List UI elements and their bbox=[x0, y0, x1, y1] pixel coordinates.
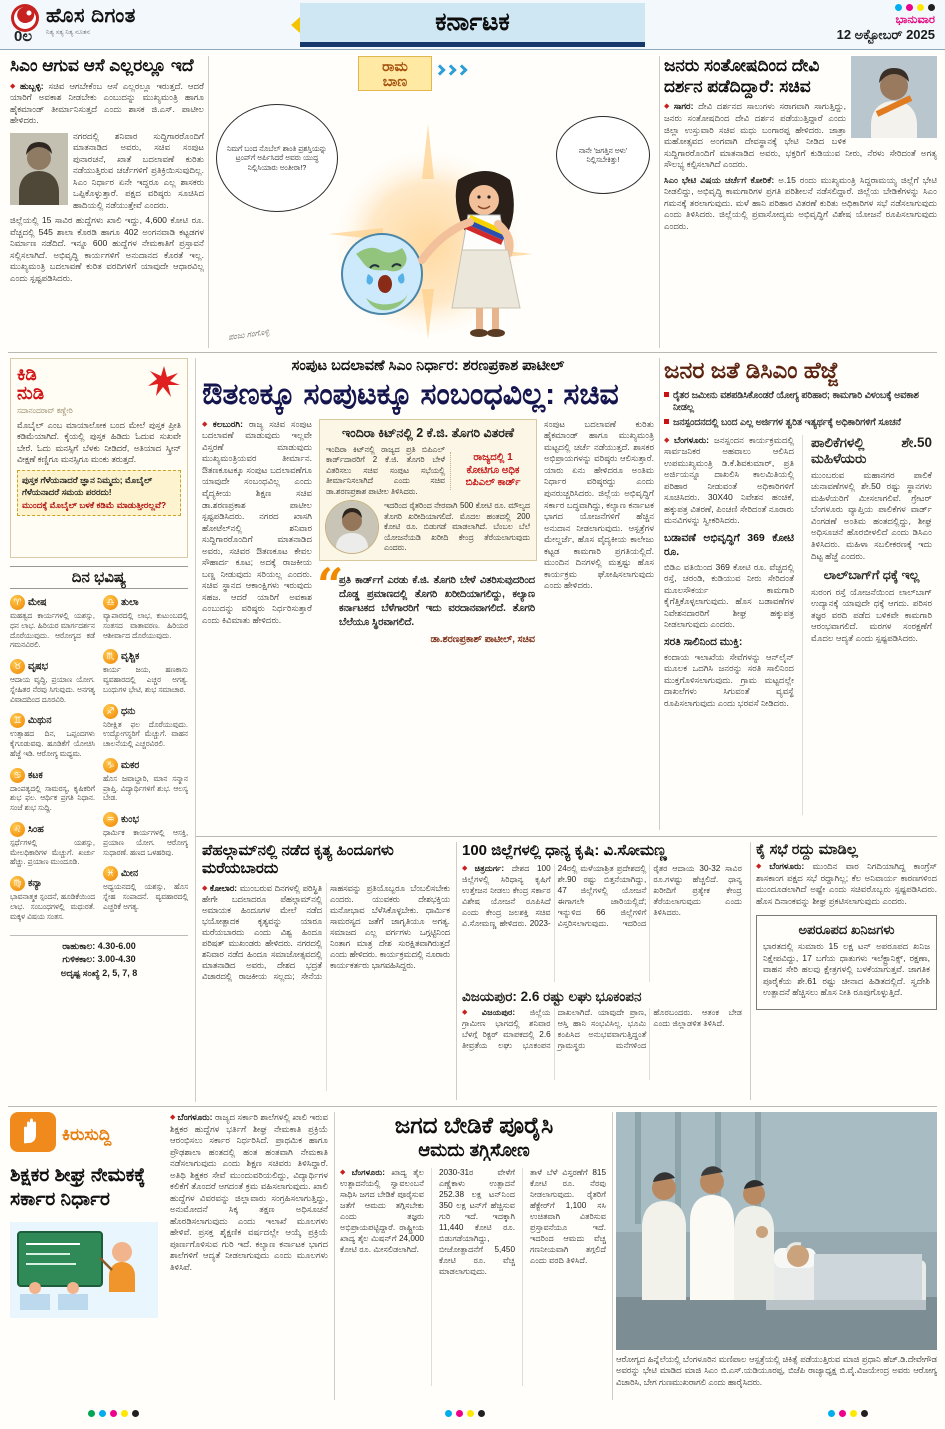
article-headline: ಜನರ ಜತೆ ಡಿಸಿಎಂ ಹೆಜ್ಜೆ bbox=[664, 358, 839, 383]
kidi-highlight: ಮುಂದಕ್ಕೆ ಮೊಬೈಲ್ ಬಳಕೆ ಕಡಿಮೆ ಮಾಡುತ್ತೀರಲ್ಲವೆ? bbox=[22, 499, 167, 510]
zodiac-item: ♍ ಕನ್ಯಾ ಭಾವನಾತ್ಮಕ ಸ್ಪಂದನೆ, ಹೂಡಿಕೆಯಿಂದ ಲಾಭ. ಸಂಬಂಧಗಳಲ್ಲಿ ಮಧುರತೆ. ಮಕ್ಕಳ ವಿಷಯ ಸಂತಸ. bbox=[10, 878, 95, 921]
article-headline: ಜಗದ ಬೇಡಿಕೆ ಪೂರೈಸಿ bbox=[394, 1112, 554, 1138]
zodiac-icon: ♐ bbox=[103, 704, 118, 719]
cartoon-title: ರಾಮ ಬಾಣ bbox=[358, 56, 432, 91]
dateline: ಸಾಗರ: bbox=[673, 101, 694, 112]
divider bbox=[195, 358, 196, 1102]
article-kicker: ಸಂಪುಟ ಬದಲಾವಣೆ ಸಿಎಂ ನಿರ್ಧಾರ: ಶರಣಪ್ರಕಾಶ ಪಾಟೀಲ್ bbox=[291, 358, 565, 374]
print-registration-dots bbox=[837, 4, 935, 11]
article-paragraph: ಸುರಂಗ ರಸ್ತೆ ಯೋಜನೆಯಿಂದ ಲಾಲ್‌ಬಾಗ್ ಉದ್ಯಾನಕ್ಕೆ ಯಾವುದೇ ಧಕ್ಕೆ ಆಗದು. ಪರಿಸರ ತಜ್ಞರ ವರದಿ ಪಡೆದ ಬಳಿಕವೇ ಕಾಮಗಾರಿ ಆರಂಭವಾಗಲಿದೆ. ಮರಗಳ ಸಂರಕ್ಷಣೆಗೆ ಮೊದಲ ಆದ್ಯತೆ ಎಂದು ಸ್ಪಷ್ಟಪಡಿಸಿದರು. bbox=[811, 586, 932, 643]
bullet-icon: ◆ bbox=[756, 863, 768, 870]
section-notch-icon bbox=[291, 17, 300, 33]
pull-quote bbox=[317, 557, 537, 647]
kiru-suddi-section bbox=[10, 1112, 328, 1402]
bullet-icon: ◆ bbox=[462, 1009, 480, 1017]
article-congress-meeting bbox=[756, 842, 937, 1100]
newspaper-tagline: ನಿತ್ಯ ಸತ್ಯ ನಿತ್ಯ ನೂತನ bbox=[46, 28, 90, 36]
bullet-icon: ◆ bbox=[202, 884, 208, 892]
bullet-icon: ◆ bbox=[664, 103, 672, 111]
box-paragraph: ಭಾರತದಲ್ಲಿ ಸುಮಾರು 15 ಲಕ್ಷ ಟನ್ ಅಪರೂಪದ ಖನಿಜ ನಿಕ್ಷೇಪವಿದ್ದು, 17 ಬಗೆಯ ಧಾತುಗಳು ಇಲೆಕ್ಟ್ರಾನಿಕ್ಸ್, ರಕ್ಷಣಾ, ವಾಹನ ಸೇರಿ ಹಲವು ಕ್ಷೇತ್ರಗಳಲ್ಲಿ ಬಳಕೆಯಾಗುತ್ತವೆ. ಜಾಗತಿಕ ಪೂರೈಕೆಯ ಶೇ.61 ರಷ್ಟು ಚೀನಾದ ಹಿಡಿತದಲ್ಲಿದೆ. ಸ್ವದೇಶಿ ಉತ್ಪಾದನೆ ಹೆಚ್ಚಿಸಲು ಹೊಸ ನೀತಿ ರೂಪುಗೊಳ್ಳುತ್ತಿದೆ. bbox=[763, 941, 930, 998]
article-paragraph: ರಾಜ್ಯ ಸಚಿವ ಸಂಪುಟ ಬದಲಾವಣೆ ಮಾಡುವುದು ಇಲ್ಲವೇ ವಿಸ್ತರಣೆ ಮಾಡುವುದು ಮುಖ್ಯಮಂತ್ರಿಯವರ ತೀರ್ಮಾನ. ಔತಣಕೂಟಕ್ಕೂ ಸಂಪುಟ ಬದಲಾವಣೆಗೂ ಯಾವುದೇ ಸಂಬಂಧವಿಲ್ಲ ಎಂದು ವೈದ್ಯಕೀಯ ಶಿಕ್ಷಣ ಸಚಿವ ಡಾ.ಶರಣಪ್ರಕಾಶ ಪಾಟೀಲ ಸ್ಪಷ್ಟಪಡಿಸಿದರು. ನಗರದ ಖಾಸಗಿ ಹೋಟೆಲ್‌ನಲ್ಲಿ ಶನಿವಾರ ಸುದ್ದಿಗಾರರೊಂದಿಗೆ ಮಾತನಾಡಿದ ಅವರು, ಸಚಿವರ ಔತಣಕೂಟ ಕೇವಲ ಸೌಹಾರ್ದ ಕೂಟ; ಅದಕ್ಕೆ ರಾಜಕೀಯ ಬಣ್ಣ ನೀಡುವುದು ಸರಿಯಲ್ಲ ಎಂದರು. ಸಚಿವ ಸ್ಥಾನದ ಆಕಾಂಕ್ಷಿಗಳು ಇರುವುದು ಸಹಜ. ಆದರೆ ಯಾರಿಗೆ ಅವಕಾಶ ಎಂಬುದನ್ನು ವರಿಷ್ಠರು ನಿರ್ಧರಿಸುತ್ತಾರೆ ಎಂದು ಕಿವಿಮಾತು ಹೇಳಿದರು. bbox=[202, 418, 313, 625]
article-paragraph: ದೇಶದ 100 ಜಿಲ್ಲೆಗಳಲ್ಲಿ ಸಿರಿಧಾನ್ಯ ಕೃಷಿಗೆ ಉತ್ತೇಜನ ನೀಡಲು ಕೇಂದ್ರ ಸರ್ಕಾರ ವಿಶೇಷ ಯೋಜನೆ ರೂಪಿಸಿದೆ ಎಂದು ಕೇಂದ್ರ ಜಲಶಕ್ತಿ ಸಚಿವ ವಿ.ಸೋಮಣ್ಣ ಹೇಳಿದರು. 2023-24ರಲ್ಲಿ ಮಳೆಯಾಶ್ರಿತ ಪ್ರದೇಶದಲ್ಲಿ ಶೇ.90 ರಷ್ಟು ಬಿತ್ತನೆಯಾಗಿದ್ದು, 47 ಜಿಲ್ಲೆಗಳಲ್ಲಿ ಯೋಜನೆ ಈಗಾಗಲೇ ಜಾರಿಯಲ್ಲಿದೆ; ಇನ್ನುಳಿದ 66 ಜಿಲ್ಲೆಗಳಿಗೆ ವಿಸ್ತರಿಸಲಾಗುವುದು. ಇದರಿಂದ ರೈತರ ಆದಾಯ 30-32 ಸಾವಿರ ರೂ.ಗಳಷ್ಟು ಹೆಚ್ಚಲಿದೆ. ಧಾನ್ಯ ಖರೀದಿಗೆ ಪ್ರತ್ಯೇಕ ಕೇಂದ್ರ ತೆರೆಯಲಾಗುವುದು ಎಂದು ತಿಳಿಸಿದರು. bbox=[462, 864, 742, 929]
zodiac-item: ♓ ಮೀನ ಅಧ್ಯಯನದಲ್ಲಿ ಯಶಸ್ಸು, ಹೊಸ ಸ್ನೇಹ ಸಂಪಾದನೆ. ವ್ಯವಹಾರದಲ್ಲಿ ಎಚ್ಚರಿಕೆ ಅಗತ್ಯ. bbox=[103, 868, 188, 912]
article-subheadline: ಆಮದು ತಗ್ಗಿಸೋಣ bbox=[418, 1140, 530, 1160]
zodiac-item: ♊ ಮಿಥುನ ಉತ್ಸಾಹದ ದಿನ, ಒಪ್ಪಂದಗಳು ಕೈಗೂಡುವವು. ಹೂಡಿಕೆಗೆ ಯೋಚಿಸಿ ಹೆಜ್ಜೆ ಇಡಿ. ಆರೋಗ್ಯ ಮಧ್ಯಮ. bbox=[10, 715, 95, 758]
article-dcm bbox=[664, 358, 937, 830]
zodiac-item: ♈ ಮೇಷ ಮಹತ್ವದ ಕಾರ್ಯಗಳಲ್ಲಿ ಯಶಸ್ಸು, ಧನ ಲಾಭ. ಹಿರಿಯರ ಮಾರ್ಗದರ್ಶನ ದೊರೆಯುವುದು. ಆರೋಗ್ಯದ ಕಡೆ ಗಮನವಿರಲಿ. bbox=[10, 597, 95, 650]
box-title: ಇಂದಿರಾ ಕಿಟ್‌ನಲ್ಲಿ 2 ಕೆ.ಜಿ. ತೊಗರಿ ವಿತರಣೆ bbox=[342, 425, 514, 440]
zodiac-item: ♋ ಕಟಕ ದಾಂಪತ್ಯದಲ್ಲಿ ಸಾಮರಸ್ಯ, ಕೃಷಿಕರಿಗೆ ಶುಭ ಫಲ. ಆರ್ಥಿಕ ಪ್ರಗತಿ ನಿಧಾನ. ಸಂಜೆ ಶುಭ ಸುದ್ದಿ. bbox=[10, 769, 95, 813]
zodiac-item: ♌ ಸಿಂಹ ಸ್ಪರ್ಧೆಗಳಲ್ಲಿ ಯಶಸ್ಸು, ಮೇಲಧಿಕಾರಿಗಳ ಮೆಚ್ಚುಗೆ. ಖರ್ಚು ಹೆಚ್ಚು. ಪ್ರಯಾಣ ಮುಂದೂಡಿ. bbox=[10, 823, 95, 867]
article-cabinet-main bbox=[202, 358, 654, 830]
article-pahalgam bbox=[202, 842, 450, 1100]
zodiac-item: ♉ ವೃಷಭ ಆದಾಯ ವೃದ್ಧಿ, ಪ್ರಯಾಣ ಯೋಗ. ಸ್ನೇಹಿತರ ನೆರವು ಸಿಗುವುದು. ಅನಗತ್ಯ ವಿವಾದದಿಂದ ದೂರವಿರಿ. bbox=[10, 661, 95, 704]
article-paragraph: ರಾಜ್ಯದ ಸರ್ಕಾರಿ ಶಾಲೆಗಳಲ್ಲಿ ಖಾಲಿ ಇರುವ ಶಿಕ್ಷಕರ ಹುದ್ದೆಗಳ ಭರ್ತಿಗೆ ಶೀಘ್ರ ನೇಮಕಾತಿ ಪ್ರಕ್ರಿಯೆ ಆರಂಭಿಸಲು ಸರ್ಕಾರ ನಿರ್ಧರಿಸಿದೆ. ಪ್ರಾಥಮಿಕ ಹಾಗೂ ಪ್ರೌಢಶಾಲಾ ಹಂತದಲ್ಲಿ ಹಂತ ಹಂತವಾಗಿ ನೇಮಕಾತಿ ನಡೆಸಲಾಗುವುದು ಎಂದು ಶಿಕ್ಷಣ ಸಚಿವರು ತಿಳಿಸಿದ್ದಾರೆ. ಅತಿಥಿ ಶಿಕ್ಷಕರ ಸೇವೆ ಮುಂದುವರಿಯಲಿದ್ದು, ವಿದ್ಯಾರ್ಥಿಗಳ ಕಲಿಕೆಗೆ ತೊಂದರೆ ಆಗದಂತೆ ಕ್ರಮ ವಹಿಸಲಾಗುವುದು. ಖಾಲಿ ಹುದ್ದೆಗಳ ವಿವರವನ್ನು ಜಿಲ್ಲಾವಾರು ಸಂಗ್ರಹಿಸಲಾಗುತ್ತಿದ್ದು, ಅನುಮೋದನೆ ಸಿಕ್ಕ ತಕ್ಷಣ ಅಧಿಸೂಚನೆ ಹೊರಡಿಸಲಾಗುವುದು ಎಂದು ಇಲಾಖೆ ಮೂಲಗಳು ಹೇಳಿವೆ. ಪ್ರಸಕ್ತ ಶೈಕ್ಷಣಿಕ ವರ್ಷದಲ್ಲೇ ಆಯ್ಕೆ ಪ್ರಕ್ರಿಯೆ ಪೂರ್ಣಗೊಳಿಸುವ ಗುರಿ ಇದೆ. ಕಲ್ಯಾಣ ಕರ್ನಾಟಕ ಭಾಗದ ಶಾಲೆಗಳಿಗೆ ಆದ್ಯತೆ ನೀಡಲಾಗುವುದು ಎಂದು ಮೂಲಗಳು ತಿಳಿಸಿವೆ. bbox=[170, 1112, 328, 1272]
bullet-icon: ◆ bbox=[664, 436, 673, 444]
dateline: ಬೆಂಗಳೂರು: bbox=[674, 434, 709, 445]
article-subhead: ಸಿಎಂ ಭೇಟಿ ವಿಷಯ ಚರ್ಚೆಗೆ ಕೋರಿಕೆ: bbox=[664, 174, 775, 185]
article-edible-oil bbox=[340, 1112, 608, 1402]
article-paragraph: ಜಿಲ್ಲೆಯ ಗ್ರಾಮೀಣ ಭಾಗದಲ್ಲಿ ಶನಿವಾರ ಬೆಳಗ್ಗೆ ರಿಕ್ಟರ್ ಮಾಪಕದಲ್ಲಿ 2.6 ತೀವ್ರತೆಯ ಲಘು ಭೂಕಂಪನ ದಾಖಲಾಗಿದೆ. ಯಾವುದೇ ಪ್ರಾಣ, ಆಸ್ತಿ ಹಾನಿ ಸಂಭವಿಸಿಲ್ಲ. ಭೂಮಿ ಕಂಪಿಸಿದ ಅನುಭವವಾಗುತ್ತಿದ್ದಂತೆ ಗ್ರಾಮಸ್ಥರು ಮನೆಗಳಿಂದ ಹೊರಬಂದರು. ಆತಂಕ ಬೇಡ ಎಂದು ಜಿಲ್ಲಾಡಳಿತ ತಿಳಿಸಿದೆ. bbox=[462, 1008, 742, 1051]
article-grain-farming bbox=[462, 842, 742, 1100]
dateline: ವಿಜಯಪುರ: bbox=[481, 1008, 516, 1018]
dateline: ಬೆಂಗಳೂರು: bbox=[769, 861, 805, 871]
gulika-kala: ಗುಳಿಕಕಾಲ: 3.00-4.30 bbox=[62, 954, 136, 965]
hand-icon bbox=[10, 1112, 56, 1157]
article-devi-darshana bbox=[664, 56, 937, 348]
article-headline: ಸಿಎಂ ಆಗುವ ಆಸೆ ಎಲ್ಲರಲ್ಲೂ ಇದೆ bbox=[10, 56, 194, 75]
teacher-illustration bbox=[10, 1222, 158, 1318]
bullet-text: ರೈತರ ಜಮೀನು ವಶಪಡಿಸಿಕೊಂಡರೆ ಯೋಗ್ಯ ಪರಿಹಾರ; ಕಾಮಗಾರಿ ವಿಳಂಬಕ್ಕೆ ಅವಕಾಶ ನೀಡಲ್ಲ bbox=[673, 390, 919, 413]
kidi-title: ನುಡಿ bbox=[17, 382, 45, 403]
divider bbox=[208, 56, 209, 348]
divider bbox=[196, 836, 937, 837]
article-paragraph: ಬಿಡಿಎ ವತಿಯಿಂದ 369 ಕೋಟಿ ರೂ. ವೆಚ್ಚದಲ್ಲಿ ರಸ್ತೆ, ಚರಂಡಿ, ಕುಡಿಯುವ ನೀರು ಸೇರಿದಂತೆ ಮೂಲಸೌಕರ್ಯ ಕಾಮಗಾರಿ ಕೈಗೆತ್ತಿಕೊಳ್ಳಲಾಗುವುದು. ಹೊಸ ಬಡಾವಣೆಗಳ ನಿವೇಶನದಾರರಿಗೆ ಶೀಘ್ರ ಹಕ್ಕುಪತ್ರ ನೀಡಲಾಗುವುದು ಎಂದರು. bbox=[664, 561, 794, 630]
kidi-author: ಸದಾನಂದರಾವ್ ಕಣ್ಣೇರಿ bbox=[17, 406, 73, 415]
zodiac-icon: ♑ bbox=[103, 758, 118, 773]
article-subhead: ಸರತಿ ಸಾಲಿನಿಂದ ಮುಕ್ತಿ: bbox=[664, 635, 743, 648]
print-registration-dots bbox=[445, 1410, 485, 1417]
article-subhead: ಬಡಾವಣೆ ಅಭಿವೃದ್ಧಿಗೆ 369 ಕೋಟಿ ರೂ. bbox=[664, 531, 794, 558]
speech-bubble: ನಾನೇ 'ಜಗತ್ತಿನ ಅಳು' ನಿಲ್ಲಿಸಬೇಕಿತ್ತು! bbox=[556, 116, 650, 194]
dateline: ಬೆಂಗಳೂರು: bbox=[177, 1112, 213, 1122]
bullet-icon: ◆ bbox=[10, 82, 18, 90]
divider bbox=[659, 56, 660, 348]
dateline: ಕೋಲಾರ: bbox=[209, 882, 238, 893]
article-headline: ಜನರು ಸಂತೋಷದಿಂದ ದೇವಿ ದರ್ಶನ ಪಡೆದಿದ್ದಾರೆ: ಸಚಿವ bbox=[664, 56, 820, 96]
cartoonist-signature: ಪಂಜು ಗಂಗೊಳ್ಳಿ bbox=[227, 327, 270, 342]
article-headline: ಕೈ ಸಭೆ ರದ್ದು ಮಾಡಿಲ್ಲ bbox=[756, 842, 858, 858]
zodiac-item: ♒ ಕುಂಭ ಧಾರ್ಮಿಕ ಕಾರ್ಯಗಳಲ್ಲಿ ಆಸಕ್ತಿ, ಪ್ರಯಾಣ ಯೋಗ. ಆರೋಗ್ಯ ಸುಧಾರಣೆ. ಹಣದ ಒಳಹರಿವು. bbox=[103, 814, 188, 857]
minister-photo bbox=[851, 56, 937, 138]
highlight-bullets bbox=[664, 389, 937, 428]
article-subhead: ಲಾಲ್‌ಬಾಗ್‌ಗೆ ಧಕ್ಕೆ ಇಲ್ಲ bbox=[823, 568, 920, 583]
article-headline: 100 ಜಿಲ್ಲೆಗಳಲ್ಲಿ ಧಾನ್ಯ ಕೃಷಿ: ವಿ.ಸೋಮಣ್ಣ bbox=[462, 842, 667, 859]
article-paragraph: ಮುಂಬರುವ ದಿನಗಳಲ್ಲಿ ಪರಿಸ್ಥಿತಿ ಹೇಗೇ ಬದಲಾದರೂ ಪೆಹಲ್ಗಾಮ್‌ನಲ್ಲಿ ಅಮಾಯಕ ಹಿಂದೂಗಳ ಮೇಲೆ ನಡೆದ ಭಯೋತ್ಪಾದಕ ಕೃತ್ಯವನ್ನು ಯಾರೂ ಮರೆಯಬಾರದು ಎಂದು ವಿಶ್ವ ಹಿಂದೂ ಪರಿಷತ್ ಮುಖಂಡರು ಹೇಳಿದರು. ನಗರದಲ್ಲಿ ಶನಿವಾರ ನಡೆದ ಹಿಂದೂ ಸಮಾಜೋತ್ಸವದಲ್ಲಿ ಮಾತನಾಡಿದ ಅವರು, ದೇಶದ ಭದ್ರತೆ ವಿಚಾರದಲ್ಲಿ ರಾಜಕೀಯ ಸಲ್ಲದು; ಸೇನೆಯ ಸಾಹಸವನ್ನು ಪ್ರತಿಯೊಬ್ಬರೂ ಬೆಂಬಲಿಸಬೇಕು ಎಂದರು. ಯುವಕರು ದೇಶಭಕ್ತಿಯ ಮನೋಭಾವ ಬೆಳೆಸಿಕೊಳ್ಳಬೇಕು. ಧಾರ್ಮಿಕ ಸಾಮರಸ್ಯದ ಜತೆಗೆ ಜಾಗೃತಿಯೂ ಅಗತ್ಯ. ಸಮಾಜದ ಎಲ್ಲ ವರ್ಗಗಳು ಒಗ್ಗಟ್ಟಿನಿಂದ ನಿಂತಾಗ ಮಾತ್ರ ದೇಶ ಸುರಕ್ಷಿತವಾಗಿರುತ್ತದೆ ಎಂದು ಹೇಳಿದರು. ಕಾರ್ಯಕ್ರಮದಲ್ಲಿ ನೂರಾರು ಕಾರ್ಯಕರ್ತರು ಭಾಗವಹಿಸಿದ್ದರು. bbox=[202, 882, 450, 982]
divider bbox=[659, 358, 660, 830]
bullet-icon: ◆ bbox=[202, 420, 211, 428]
article-paragraph: ಖಾದ್ಯ ತೈಲ ಉತ್ಪಾದನೆಯಲ್ಲಿ ಸ್ವಾವಲಂಬನೆ ಸಾಧಿಸಿ ಜಗದ ಬೇಡಿಕೆ ಪೂರೈಸುವ ಜತೆಗೆ ಆಮದು ತಗ್ಗಿಸಬೇಕು ಎಂದು ತಜ್ಞರು ಅಭಿಪ್ರಾಯಪಟ್ಟಿದ್ದಾರೆ. ರಾಷ್ಟ್ರೀಯ ಖಾದ್ಯ ತೈಲ ಮಿಷನ್‌ಗೆ 24,000 ಕೋಟಿ ರೂ. ಮೀಸಲಿಡಲಾಗಿದೆ. bbox=[340, 1168, 425, 1254]
starburst-icon bbox=[147, 365, 181, 404]
article-headline: ಶಿಕ್ಷಕರ ಶೀಘ್ರ ನೇಮಕಕ್ಕೆ ಸರ್ಕಾರ ನಿರ್ಧಾರ bbox=[10, 1165, 146, 1210]
dateline: ಚಿತ್ರದುರ್ಗ: bbox=[474, 864, 505, 874]
zodiac-icon: ♈ bbox=[10, 595, 25, 610]
mla-photo bbox=[10, 133, 68, 205]
divider bbox=[8, 352, 937, 353]
dateline: ಬೆಂಗಳೂರು: bbox=[351, 1168, 385, 1177]
section-title: ಕರ್ನಾಟಕ bbox=[300, 3, 645, 47]
bullet-icon: ◆ bbox=[170, 1114, 176, 1121]
box-title: ಅಪರೂಪದ ಖನಿಜಗಳು bbox=[798, 922, 895, 938]
rahu-kala: ರಾಹುಕಾಲ: 4.30-6.00 bbox=[62, 940, 136, 951]
zodiac-icon: ♓ bbox=[103, 866, 118, 881]
kidi-nudi-box bbox=[10, 358, 188, 558]
quote-icon: “ bbox=[317, 557, 344, 612]
article-paragraph: ಮುಂಬರುವ ಮಹಾನಗರ ಪಾಲಿಕೆ ಚುನಾವಣೆಗಳಲ್ಲಿ ಶೇ.50 ರಷ್ಟು ಸ್ಥಾನಗಳು ಮಹಿಳೆಯರಿಗೆ ಮೀಸಲಾಗಲಿವೆ. ಗ್ರೇಟರ್ ಬೆಂಗಳೂರು ವ್ಯಾಪ್ತಿಯ ಪಾಲಿಕೆಗಳ ವಾರ್ಡ್ ವಿಂಗಡಣೆ ಅಂತಿಮ ಹಂತದಲ್ಲಿದ್ದು, ಶೀಘ್ರ ಅಧಿಸೂಚನೆ ಹೊರಬೀಳಲಿದೆ ಎಂದು ಡಿಸಿಎಂ ತಿಳಿಸಿದರು. ಮಹಿಳಾ ಸಬಲೀಕರಣಕ್ಕೆ ಇದು ದಿಟ್ಟ ಹೆಜ್ಜೆ ಎಂದರು. bbox=[811, 469, 932, 561]
article-headline: ವಿಜಯಪುರ: 2.6 ರಷ್ಟು ಲಘು ಭೂಕಂಪನ bbox=[462, 989, 642, 1005]
zodiac-item: ♎ ತುಲಾ ವ್ಯಾಪಾರದಲ್ಲಿ ಲಾಭ, ಕುಟುಂಬದಲ್ಲಿ ಸಂತಸದ ವಾತಾವರಣ. ಹಿರಿಯರ ಆಶೀರ್ವಾದ ದೊರೆಯುವುದು. bbox=[103, 597, 188, 640]
square-bullet-icon bbox=[664, 392, 669, 397]
minister-portrait bbox=[326, 501, 378, 553]
square-bullet-icon bbox=[664, 419, 669, 424]
weekday: ಭಾನುವಾರ bbox=[895, 14, 935, 26]
divider bbox=[456, 842, 457, 1100]
zodiac-icon: ♒ bbox=[103, 812, 118, 827]
zodiac-item: ♐ ಧನು ನಿರೀಕ್ಷಿತ ಫಲ ದೊರೆಯುವುದು. ಉದ್ಯೋಗಸ್ಥರಿಗೆ ಮೆಚ್ಚುಗೆ. ವಾಹನ ಚಾಲನೆಯಲ್ಲಿ ಎಚ್ಚರವಿರಲಿ. bbox=[103, 705, 188, 749]
print-registration-dots bbox=[828, 1410, 868, 1417]
speech-bubble: ನಿಮಗೆ ಬಂದ ನೊಬೆಲ್ ಶಾಂತಿ ಪ್ರಶಸ್ತಿಯನ್ನು ಟ್ರಂಪ್‌ಗೆ ಅರ್ಪಿಸಿದರೆ ಅವರು ಯುದ್ಧ ನಿಲ್ಲಿಸಿಯಾರು ಅಂತೀರಾ!? bbox=[216, 104, 338, 212]
zodiac-icon: ♌ bbox=[10, 822, 25, 837]
hospital-photo bbox=[616, 1112, 937, 1350]
article-paragraph: ಮುಂದಿನ ವಾರ ನಿಗದಿಯಾಗಿದ್ದ ಕಾಂಗ್ರೆಸ್ ಶಾಸಕಾಂಗ ಪಕ್ಷದ ಸಭೆ ರದ್ದಾಗಿಲ್ಲ; ಕೆಲ ಅನಿವಾರ್ಯ ಕಾರಣಗಳಿಂದ ಮುಂದೂಡಲಾಗಿದೆ ಅಷ್ಟೇ ಎಂದು ಸಚಿವರೊಬ್ಬರು ಸ್ಪಷ್ಟಪಡಿಸಿದರು. ಹೊಸ ದಿನಾಂಕವನ್ನು ಶೀಘ್ರ ಪ್ರಕಟಿಸಲಾಗುವುದು ಎಂದರು. bbox=[756, 861, 937, 906]
article-paragraph: ಅ.15 ರಂದು ಮುಖ್ಯಮಂತ್ರಿ ಸಿದ್ದರಾಮಯ್ಯ ಜಿಲ್ಲೆಗೆ ಭೇಟಿ ನೀಡಲಿದ್ದು, ಅಭಿವೃದ್ಧಿ ಕಾಮಗಾರಿಗಳ ಪ್ರಗತಿ ಪರಿಶೀಲನೆ ನಡೆಸಲಿದ್ದಾರೆ. ಜಿಲ್ಲೆಯ ಬೇಡಿಕೆಗಳನ್ನು ಸಿಎಂ ಗಮನಕ್ಕೆ ತರಲಾಗುವುದು. ಮಳೆ ಹಾನಿ ಪರಿಹಾರ ವಿತರಣೆ ಕುರಿತು ಅಧಿಕಾರಿಗಳ ಸಭೆ ನಡೆಸಲಾಗುವುದು ಎಂದು ತಿಳಿಸಿದರು. ಜಿಲ್ಲೆಯಲ್ಲಿ ಪ್ರವಾಸೋದ್ಯಮ ಅಭಿವೃದ್ಧಿಗೆ ವಿಶೇಷ ಯೋಜನೆ ರೂಪಿಸಲಾಗುವುದು ಎಂದರು. bbox=[664, 174, 937, 231]
editorial-cartoon bbox=[212, 56, 654, 348]
section-label: ಕಿರುಸುದ್ದಿ bbox=[62, 1124, 112, 1144]
box-paragraph: ಇಂದಿರಾ ಕಿಟ್‌ನಲ್ಲಿ ರಾಜ್ಯದ ಪ್ರತಿ ಬಿಪಿಎಲ್ ಕಾರ್ಡ್‌ದಾರರಿಗೆ 2 ಕೆ.ಜಿ. ತೊಗರಿ ಬೇಳೆ ವಿತರಿಸಲು ಸಚಿವ ಸಂಪುಟ ಸಭೆಯಲ್ಲಿ ತೀರ್ಮಾನಿಸಲಾಗಿದೆ ಎಂದು ಸಚಿವ ಡಾ.ಶರಣಪ್ರಕಾಶ ಪಾಟೀಲ ತಿಳಿಸಿದರು. bbox=[326, 444, 445, 496]
masthead bbox=[0, 0, 945, 50]
horoscope-title: ದಿನ ಭವಿಷ್ಯ bbox=[10, 566, 188, 589]
divider bbox=[612, 1112, 613, 1400]
bullet-icon: ◆ bbox=[340, 1169, 350, 1176]
date-block bbox=[837, 4, 935, 43]
zodiac-item: ♑ ಮಕರ ಹೊಸ ಜವಾಬ್ದಾರಿ, ಮಾನ ಸನ್ಮಾನ ಪ್ರಾಪ್ತಿ. ವಿದ್ಯಾರ್ಥಿಗಳಿಗೆ ಶುಭ. ಆಲಸ್ಯ ಬೇಡ. bbox=[103, 759, 188, 803]
zodiac-icon: ♊ bbox=[10, 713, 25, 728]
divider bbox=[334, 1112, 335, 1400]
photo-story bbox=[616, 1112, 937, 1402]
zodiac-icon: ♎ bbox=[103, 595, 118, 610]
left-sidebar bbox=[10, 358, 188, 1102]
article-paragraph: ಸಂಪುಟ ಬದಲಾವಣೆ ಕುರಿತು ಹೈಕಮಾಂಡ್ ಹಾಗೂ ಮುಖ್ಯಮಂತ್ರಿ ಮಟ್ಟದಲ್ಲಿ ಚರ್ಚೆ ನಡೆಯುತ್ತದೆ. ಶಾಸಕರ ಅಭಿಪ್ರಾಯಗಳನ್ನು ವರಿಷ್ಠರು ಆಲಿಸುತ್ತಾರೆ. ಯಾರು ಏನು ಹೇಳಿದರೂ ಅಂತಿಮ ನಿರ್ಧಾರ ವರಿಷ್ಠರದ್ದು ಎಂದು ಪುನರುಚ್ಚರಿಸಿದರು. ಜಿಲ್ಲೆಯ ಅಭಿವೃದ್ಧಿಗೆ ಸರ್ಕಾರ ಬದ್ಧವಾಗಿದ್ದು, ಕಲ್ಯಾಣ ಕರ್ನಾಟಕ ಭಾಗದ ಯೋಜನೆಗಳಿಗೆ ಹೆಚ್ಚಿನ ಅನುದಾನ ನೀಡಲಾಗುವುದು. ಆಸ್ಪತ್ರೆಗಳ ಮೇಲ್ದರ್ಜೆ, ಹೊಸ ವೈದ್ಯಕೀಯ ಕಾಲೇಜು ಕಟ್ಟಡ ಕಾಮಗಾರಿ ಪ್ರಗತಿಯಲ್ಲಿದೆ. ಮುಂದಿನ ದಿನಗಳಲ್ಲಿ ಮತ್ತಷ್ಟು ಹೊಸ ಕಾರ್ಯಕ್ರಮ ಘೋಷಿಸಲಾಗುವುದು ಎಂದು ಹೇಳಿದರು. bbox=[544, 418, 654, 591]
quote-text: ಪ್ರತಿ ಕಾರ್ಡ್‌ಗೆ ಎರಡು ಕೆ.ಜಿ. ತೊಗರಿ ಬೇಳೆ ವಿತರಿಸುವುದರಿಂದ ದೊಡ್ಡ ಪ್ರಮಾಣದಲ್ಲಿ ತೊಗರಿ ಖರೀದಿಯಾಗಲಿದ್ದು, ಕಲ್ಯಾಣ ಕರ್ನಾಟಕದ ಬೆಳೆಗಾರರಿಗೆ ಇದು ವರದಾನವಾಗಲಿದೆ. ತೊಗರಿ ಬೆಲೆಯೂ ಸ್ಥಿರವಾಗಲಿದೆ. bbox=[339, 574, 535, 628]
article-paragraph: ಸಚಿವ ಆಗಬೇಕೆಂಬ ಆಸೆ ಎಲ್ಲರಲ್ಲೂ ಇರುತ್ತದೆ. ಆದರೆ ಯಾರಿಗೆ ಅವಕಾಶ ನೀಡಬೇಕು ಎಂಬುದನ್ನು ಮುಖ್ಯಮಂತ್ರಿ ಹಾಗೂ ಹೈಕಮಾಂಡ್ ತೀರ್ಮಾನಿಸುತ್ತದೆ ಎಂದು ಶಾಸಕ ಜಿ.ಎಸ್. ಪಾಟೀಲ ಹೇಳಿದರು. bbox=[10, 80, 204, 126]
dateline: ಹುಬ್ಬಳ್ಳಿ: bbox=[19, 80, 44, 91]
newspaper-name: ಹೊಸ ದಿಗಂತ bbox=[46, 4, 136, 27]
date: 12 ಅಕ್ಟೋಬರ್ 2025 bbox=[836, 27, 935, 42]
horoscope-times bbox=[10, 935, 188, 981]
box-paragraph: ಇದರಿಂದ ರೈತರಿಂದ ನೇರವಾಗಿ 500 ಕೋಟಿ ರೂ. ಮೌಲ್ಯದ ತೊಗರಿ ಖರೀದಿಯಾಗಲಿದೆ. ಮೊದಲ ಹಂತದಲ್ಲಿ 200 ಕೋಟಿ ರೂ. ಬಿಡುಗಡೆ ಮಾಡಲಾಗಿದೆ. ಬೆಂಬಲ ಬೆಲೆ ಯೋಜನೆಯಡಿ ಖರೀದಿ ಕೇಂದ್ರ ತೆರೆಯಲಾಗುವುದು ಎಂದರು. bbox=[384, 501, 530, 553]
article-headline: ಪಾಲಿಕೆಗಳಲ್ಲಿ ಶೇ.50 ಮಹಿಳೆಯರು bbox=[811, 434, 932, 466]
photo-caption: ಆರೋಗ್ಯದ ಹಿನ್ನೆಲೆಯಲ್ಲಿ ಬೆಂಗಳೂರಿನ ಮಣಿಪಾಲ ಆಸ್ಪತ್ರೆಯಲ್ಲಿ ಚಿಕಿತ್ಸೆ ಪಡೆಯುತ್ತಿರುವ ಮಾಜಿ ಪ್ರಧಾನಿ ಹೆಚ್.ಡಿ.ದೇವೇಗೌಡ ಅವರನ್ನು ಭೇಟಿ ಮಾಡಿದ ಮಾಜಿ ಸಿಎಂ ಬಿ.ಎಸ್.ಯಡಿಯೂರಪ್ಪ, ಬಿಜೆಪಿ ರಾಜ್ಯಾಧ್ಯಕ್ಷ ಬಿ.ವೈ.ವಿಜಯೇಂದ್ರ ಅವರು ಆರೋಗ್ಯ ವಿಚಾರಿಸಿ, ಬೇಗ ಗುಣಮುಖರಾಗಲಿ ಎಂದು ಹಾರೈಸಿದರು. bbox=[616, 1354, 937, 1387]
kidi-title: ಕಿಡಿ bbox=[17, 364, 37, 384]
box-highlight: ರಾಜ್ಯದಲ್ಲಿ 1 ಕೋಟಿಗೂ ಅಧಿಕ ಬಿಪಿಎಲ್ ಕಾರ್ಡ್ bbox=[450, 452, 530, 490]
zodiac-icon: ♏ bbox=[103, 649, 118, 664]
bullet-text: ಜನಸ್ಪಂದನದಲ್ಲಿ ಬಂದ ಎಲ್ಲ ಅರ್ಜಿಗಳ ತ್ವರಿತ ಇತ್ಯರ್ಥಕ್ಕೆ ಅಧಿಕಾರಿಗಳಿಗೆ ಸೂಚನೆ bbox=[673, 417, 901, 428]
zodiac-icon: ♉ bbox=[10, 659, 25, 674]
kidi-highlight: ಪುಸ್ತಕ ಗೆಳೆಯನಾದರೆ ಜ್ಞಾನ ನಿಮ್ಮದು; ಮೊಬೈಲ್ ಗೆಳೆಯನಾದರೆ ಸಮಯ ಪರರದು! bbox=[22, 475, 153, 497]
article-palike bbox=[802, 435, 932, 815]
dateline: ಕಲಬುರಗಿ: bbox=[212, 418, 243, 429]
bullet-icon: ◆ bbox=[462, 865, 473, 873]
daily-horoscope bbox=[10, 566, 188, 980]
article-paragraph: ದೇವಿ ದರ್ಶನದ ಸಾಲುಗಳು ಸರಾಗವಾಗಿ ಸಾಗುತ್ತಿದ್ದು, ಜನರು ಸಂತೋಷದಿಂದ ದೇವಿ ದರ್ಶನ ಪಡೆಯುತ್ತಿದ್ದಾರೆ ಎಂದು ಜಿಲ್ಲಾ ಉಸ್ತುವಾರಿ ಸಚಿವ ಮಧು ಬಂಗಾರಪ್ಪ ಹೇಳಿದರು. ಜಾತ್ರಾ ಮಹೋತ್ಸವದ ಅಂಗವಾಗಿ ದೇವಸ್ಥಾನಕ್ಕೆ ಭೇಟಿ ನೀಡಿದ ಬಳಿಕ ಸುದ್ದಿಗಾರರೊಂದಿಗೆ ಮಾತನಾಡಿದ ಅವರು, ಭಕ್ತರಿಗೆ ಕುಡಿಯುವ ನೀರು, ನೆರಳು ಸೇರಿದಂತೆ ಅಗತ್ಯ ಸೌಲಭ್ಯ ಕಲ್ಪಿಸಲಾಗಿದೆ ಎಂದರು. bbox=[664, 101, 937, 170]
chevron-right-icons bbox=[436, 66, 466, 74]
zodiac-icon: ♋ bbox=[10, 768, 25, 783]
kidi-quote: ಮೊಬೈಲ್ ಎಂಬ ಮಾಯಾಲೋಕ ಬಂದ ಮೇಲೆ ಪುಸ್ತಕ ಪ್ರೀತಿ ಕಡಿಮೆಯಾಗಿದೆ. ಕೈಯಲ್ಲಿ ಪುಸ್ತಕ ಹಿಡಿದು ಓದುವ ಸುಖವೇ ಬೇರೆ. ಓದು ಮನಸ್ಸಿಗೆ ಬೆಳಕು ನೀಡಿದರೆ, ಅತಿಯಾದ ಸ್ಕ್ರೀನ್ ವೀಕ್ಷಣೆ ಕಣ್ಣಿಗೂ ಮನಸ್ಸಿಗೂ ಮಂಕು ತರುತ್ತದೆ. bbox=[17, 420, 181, 465]
minerals-box bbox=[756, 915, 937, 1010]
page-code: 0ಲ bbox=[14, 28, 33, 45]
divider bbox=[8, 1106, 937, 1107]
lucky-numbers: ಅದೃಷ್ಟ ಸಂಖ್ಯೆ 2, 5, 7, 8 bbox=[60, 967, 138, 978]
article-paragraph: 2030-31ರ ವೇಳೆಗೆ ಎಣ್ಣೆಕಾಳು ಉತ್ಪಾದನೆ 252.38 ಲಕ್ಷ ಟನ್‌ನಿಂದ 350 ಲಕ್ಷ ಟನ್‌ಗೆ ಹೆಚ್ಚಿಸುವ ಗುರಿ ಇದೆ. ಇದಕ್ಕಾಗಿ 11,440 ಕೋಟಿ ರೂ. ಬಿಡುಗಡೆಯಾಗಿದ್ದು, ಬೀಜೋತ್ಪಾದನೆಗೆ 5,450 ಕೋಟಿ ರೂ. ವೆಚ್ಚ ಮಾಡಲಾಗುವುದು. bbox=[431, 1168, 515, 1386]
zodiac-item: ♏ ವೃಶ್ಚಿಕ ಕಾರ್ಯ ಜಯ, ಹಣಕಾಸು ವ್ಯವಹಾರದಲ್ಲಿ ಎಚ್ಚರ ಅಗತ್ಯ. ಬಂಧುಗಳ ಭೇಟಿ, ಶುಭ ಸಮಾಚಾರ. bbox=[103, 651, 188, 694]
main-headline: ಔತಣಕ್ಕೂ ಸಂಪುಟಕ್ಕೂ ಸಂಬಂಧವಿಲ್ಲ: ಸಚಿವ bbox=[202, 378, 619, 411]
print-registration-dots bbox=[88, 1410, 139, 1417]
article-cm-aspiration bbox=[10, 56, 204, 348]
indira-kit-box bbox=[319, 419, 537, 561]
article-earthquake bbox=[462, 989, 742, 1080]
article-headline: ಪೆಹಲ್ಗಾಮ್‌ನಲ್ಲಿ ನಡೆದ ಕೃತ್ಯ ಹಿಂದೂಗಳು ಮರೆಯಬಾರದು bbox=[202, 842, 394, 878]
article-paragraph: ಕಂದಾಯ ಇಲಾಖೆಯ ಸೇವೆಗಳನ್ನು ಆನ್‌ಲೈನ್ ಮೂಲಕ ಒದಗಿಸಿ ಜನರನ್ನು ಸರತಿ ಸಾಲಿನಿಂದ ಮುಕ್ತಗೊಳಿಸಲಾಗುವುದು. ಗ್ರಾಮ ಮಟ್ಟದಲ್ಲೇ ದಾಖಲೆಗಳು ಸಿಗುವಂತೆ ವ್ಯವಸ್ಥೆ ರೂಪಿಸಲಾಗುವುದು ಎಂದು ಭರವಸೆ ನೀಡಿದರು. bbox=[664, 651, 794, 708]
quote-attribution: ಡಾ.ಶರಣಪ್ರಕಾಶ್ ಪಾಟೀಲ್, ಸಚಿವ bbox=[430, 633, 535, 645]
article-paragraph: ನಗರದಲ್ಲಿ ಶನಿವಾರ ಸುದ್ದಿಗಾರರೊಂದಿಗೆ ಮಾತನಾಡಿದ ಅವರು, ಸಚಿವ ಸಂಪುಟ ಪುನಾರಚನೆ, ಖಾತೆ ಬದಲಾವಣೆ ಕುರಿತು ನಡೆಯುತ್ತಿರುವ ಚರ್ಚೆಗಳಿಗೆ ಪ್ರತಿಕ್ರಿಯಿಸುವುದಿಲ್ಲ. ಸಿಎಂ ನಿರ್ಧಾರ ಏನೇ ಇದ್ದರೂ ಎಲ್ಲ ಶಾಸಕರು ಒಪ್ಪಿಕೊಳ್ಳುತ್ತಾರೆ. ಪಕ್ಷದ ವರಿಷ್ಠರು ಸೂಚಿಸಿದ ಹಾದಿಯಲ್ಲಿ ನಡೆಯುತ್ತೇವೆ ಎಂದರು. bbox=[73, 130, 204, 210]
article-paragraph: ಜನಸ್ಪಂದನ ಕಾರ್ಯಕ್ರಮದಲ್ಲಿ ಸಾರ್ವಜನಿಕರ ಅಹವಾಲು ಆಲಿಸಿದ ಉಪಮುಖ್ಯಮಂತ್ರಿ ಡಿ.ಕೆ.ಶಿವಕುಮಾರ್, ಪ್ರತಿ ಅರ್ಜಿಯನ್ನೂ ದಾಖಲಿಸಿ ಕಾಲಮಿತಿಯಲ್ಲಿ ಪರಿಹಾರ ನೀಡುವಂತೆ ಅಧಿಕಾರಿಗಳಿಗೆ ಸೂಚಿಸಿದರು. 30X40 ನಿವೇಶನ ಹಂಚಿಕೆ, ಹಕ್ಕುಪತ್ರ ವಿತರಣೆ, ಪಿಂಚಣಿ ಸೇರಿದಂತೆ ನೂರಾರು ಮನವಿಗಳನ್ನು ಸ್ವೀಕರಿಸಿದರು. bbox=[664, 434, 795, 526]
divider bbox=[750, 842, 751, 1100]
article-paragraph: ತಾಳೆ ಬೆಳೆ ವಿಸ್ತರಣೆಗೆ 815 ಕೋಟಿ ರೂ. ನೆರವು ನೀಡಲಾಗುವುದು. ರೈತರಿಗೆ ಹೆಕ್ಟೇರ್‌ಗೆ 1,100 ಸಸಿ ಉಚಿತವಾಗಿ ವಿತರಿಸುವ ಪ್ರಸ್ತಾವನೆಯೂ ಇದೆ. ಇದರಿಂದ ಆಮದು ವೆಚ್ಚ ಗಣನೀಯವಾಗಿ ತಗ್ಗಲಿದೆ ಎಂದು ವರದಿ ತಿಳಿಸಿದೆ. bbox=[522, 1168, 606, 1386]
zodiac-icon: ♍ bbox=[10, 876, 25, 891]
cartoon-drawing bbox=[308, 84, 568, 346]
article-paragraph: ಜಿಲ್ಲೆಯಲ್ಲಿ 15 ಸಾವಿರ ಹುದ್ದೆಗಳು ಖಾಲಿ ಇದ್ದು, 4,600 ಕೋಟಿ ರೂ. ವೆಚ್ಚದಲ್ಲಿ 545 ಶಾಲಾ ಕೊಠಡಿ ಹಾಗೂ 402 ಅಂಗನವಾಡಿ ಕಟ್ಟಡಗಳ ನಿರ್ಮಾಣ ನಡೆದಿದೆ. ಇನ್ನೂ 600 ಹುದ್ದೆಗಳ ನೇಮಕಾತಿಗೆ ಪ್ರಸ್ತಾವನೆ ಸಲ್ಲಿಸಲಾಗಿದೆ. ಅಭಿವೃದ್ಧಿ ಕಾರ್ಯಗಳಿಗೆ ಅನುದಾನದ ಕೊರತೆ ಇಲ್ಲ. ಮುಖ್ಯಮಂತ್ರಿ ಬದಲಾವಣೆ ಕುರಿತ ವರದಿಗಳಿಗೆ ಯಾವುದೇ ಆಧಾರವಿಲ್ಲ ಎಂದು ಸ್ಪಷ್ಟಪಡಿಸಿದರು. bbox=[10, 215, 204, 283]
